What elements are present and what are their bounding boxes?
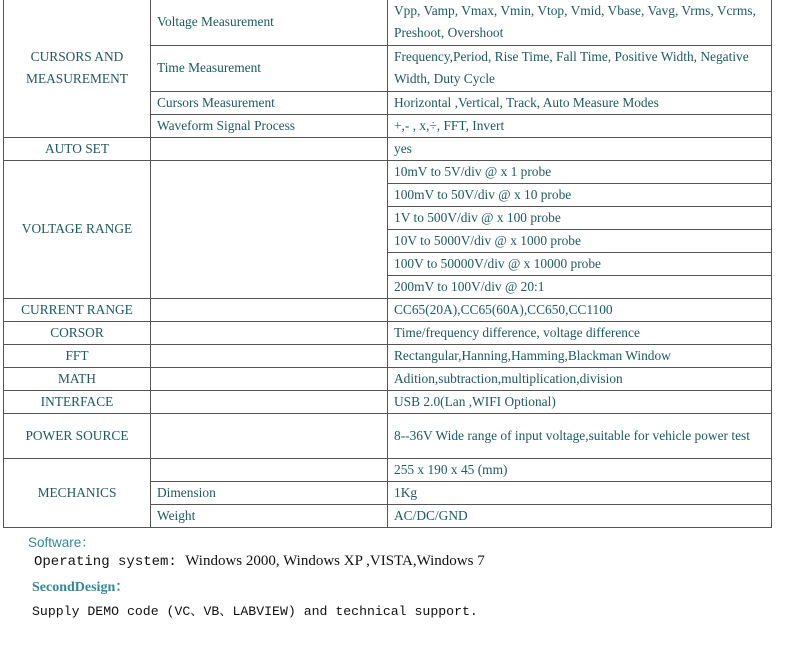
sub-mechanics-empty bbox=[151, 458, 388, 481]
value-voltage-range: 10mV to 5V/div @ x 1 probe bbox=[388, 160, 772, 183]
sub-waveform-signal-process: Waveform Signal Process bbox=[151, 114, 388, 137]
value-corsor: Time/frequency difference, voltage difference bbox=[388, 321, 772, 344]
value-interface: USB 2.0(Lan ,WIFI Optional) bbox=[388, 390, 772, 413]
empty-cell bbox=[151, 413, 388, 458]
category-corsor: CORSOR bbox=[4, 321, 151, 344]
value-voltage-range: 100V to 50000V/div @ x 10000 probe bbox=[388, 252, 772, 275]
category-math: MATH bbox=[4, 367, 151, 390]
category-fft: FFT bbox=[4, 344, 151, 367]
table-row bbox=[4, 160, 772, 183]
value-dimension: 1Kg bbox=[388, 481, 772, 504]
second-design-label: SecondDesign： bbox=[32, 580, 130, 595]
table-row bbox=[4, 321, 772, 344]
sub-cursors-measurement: Cursors Measurement bbox=[151, 91, 388, 114]
value-voltage-measurement: Vpp, Vamp, Vmax, Vmin, Vtop, Vmid, Vbase, Vavg, Vrms, Vcrms, Preshoot, Overshoot bbox=[388, 0, 772, 45]
category-power-source: POWER SOURCE bbox=[4, 413, 151, 458]
value-fft: Rectangular,Hanning,Hamming,Blackman Window bbox=[388, 344, 772, 367]
empty-cell bbox=[151, 344, 388, 367]
table-row bbox=[4, 344, 772, 367]
category-mechanics: MECHANICS bbox=[4, 458, 151, 527]
value-waveform-signal-process: +,- , x,÷, FFT, Invert bbox=[388, 114, 772, 137]
value-math: Adition,subtraction,multiplication,division bbox=[388, 367, 772, 390]
value-cursors-measurement: Horizontal ,Vertical, Track, Auto Measure Modes bbox=[388, 91, 772, 114]
table-row bbox=[4, 413, 772, 458]
empty-cell bbox=[151, 390, 388, 413]
sub-voltage-measurement: Voltage Measurement bbox=[151, 0, 388, 45]
category-interface: INTERFACE bbox=[4, 390, 151, 413]
table-row bbox=[4, 137, 772, 160]
empty-cell bbox=[151, 367, 388, 390]
value-voltage-range: 200mV to 100V/div @ 20:1 bbox=[388, 275, 772, 298]
category-cursors-measurement: CURSORS AND MEASUREMENT bbox=[4, 0, 151, 137]
operating-system-line bbox=[34, 553, 485, 570]
value-weight: AC/DC/GND bbox=[388, 504, 772, 527]
value-auto-set: yes bbox=[388, 137, 772, 160]
value-voltage-range: 1V to 500V/div @ x 100 probe bbox=[388, 206, 772, 229]
value-mechanics-size: 255 x 190 x 45 (mm) bbox=[388, 458, 772, 481]
empty-cell bbox=[151, 298, 388, 321]
empty-cell bbox=[151, 160, 388, 298]
value-power-source: 8--36V Wide range of input voltage,suitable for vehicle power test bbox=[388, 413, 772, 458]
spec-table bbox=[3, 0, 772, 528]
table-row bbox=[4, 390, 772, 413]
category-auto-set: AUTO SET bbox=[4, 137, 151, 160]
empty-cell bbox=[151, 137, 388, 160]
empty-cell bbox=[151, 321, 388, 344]
sub-time-measurement: Time Measurement bbox=[151, 45, 388, 91]
table-row bbox=[4, 0, 772, 45]
category-current-range: CURRENT RANGE bbox=[4, 298, 151, 321]
sub-weight: Weight bbox=[151, 504, 388, 527]
table-row bbox=[4, 367, 772, 390]
value-voltage-range: 10V to 5000V/div @ x 1000 probe bbox=[388, 229, 772, 252]
support-text: Supply DEMO code (VC、VB、LABVIEW) and technical support. bbox=[32, 604, 478, 619]
os-value: Windows 2000, Windows XP ,VISTA,Windows 7 bbox=[185, 553, 485, 569]
software-label: Software： bbox=[28, 535, 95, 550]
os-prefix: Operating system: bbox=[34, 554, 186, 570]
table-row bbox=[4, 298, 772, 321]
value-time-measurement: Frequency,Period, Rise Time, Fall Time, Positive Width, Negative Width, Duty Cycle bbox=[388, 45, 772, 91]
sub-dimension: Dimension bbox=[151, 481, 388, 504]
category-voltage-range: VOLTAGE RANGE bbox=[4, 160, 151, 298]
value-voltage-range: 100mV to 50V/div @ x 10 probe bbox=[388, 183, 772, 206]
table-row bbox=[4, 458, 772, 481]
value-current-range: CC65(20A),CC65(60A),CC650,CC1100 bbox=[388, 298, 772, 321]
